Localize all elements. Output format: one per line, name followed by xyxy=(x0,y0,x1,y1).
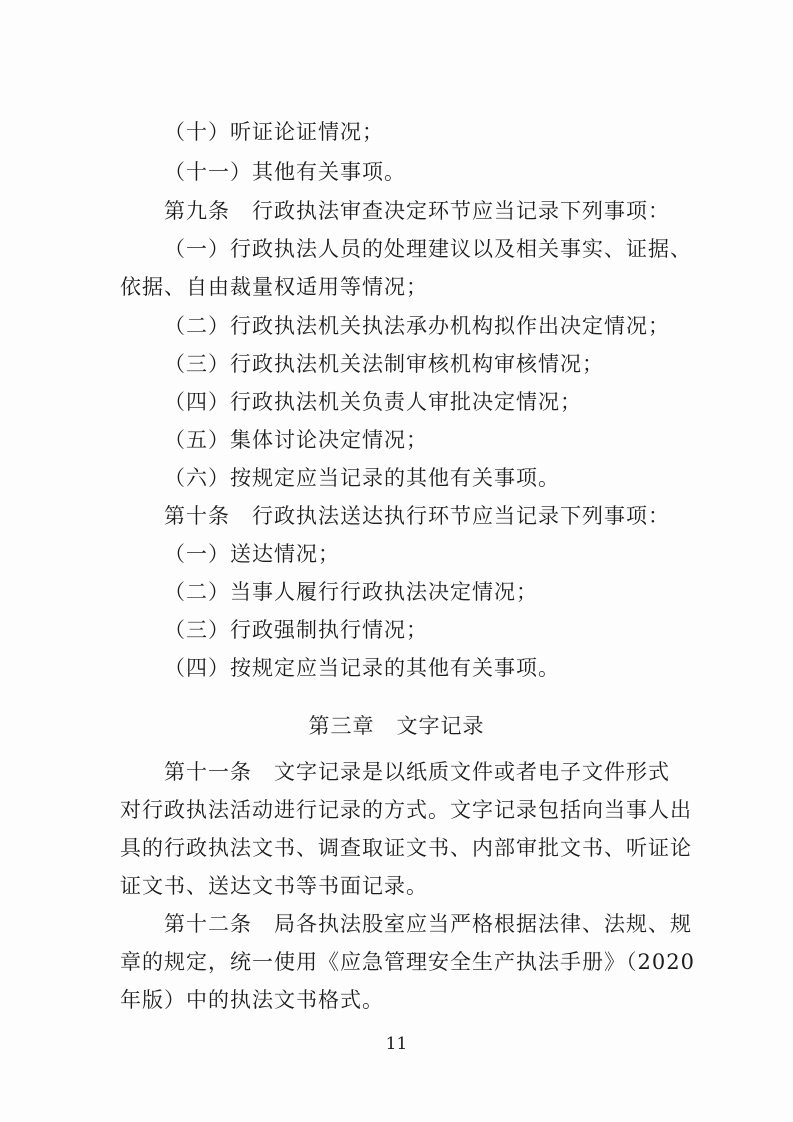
article-9-heading: 第九条 行政执法审查决定环节应当记录下列事项： xyxy=(164,199,670,223)
article-10-item-2: （二）当事人履行行政执法决定情况； xyxy=(164,580,538,604)
article-9-item-3: （三）行政执法机关法制审核机构审核情况； xyxy=(164,352,604,376)
article-11-line-2: 对行政执法活动进行记录的方式。文字记录包括向当事人出 xyxy=(120,798,692,822)
article-11-line-1: 第十一条 文字记录是以纸质文件或者电子文件形式 xyxy=(164,760,670,784)
chapter-3-title: 第三章 文字记录 xyxy=(308,714,485,738)
article-12-line-2: 章的规定，统一使用《应急管理安全生产执法手册》（2020 xyxy=(120,950,695,974)
page-number: 11 xyxy=(385,1034,408,1054)
article-9-item-6: （六）按规定应当记录的其他有关事项。 xyxy=(164,466,560,490)
article-9-item-2: （二）行政执法机关执法承办机构拟作出决定情况； xyxy=(164,314,670,338)
article-12-line-1: 第十二条 局各执法股室应当严格根据法律、法规、规 xyxy=(164,912,692,936)
article-9-item-5: （五）集体讨论决定情况； xyxy=(164,428,428,452)
clause-10-10: （十）听证论证情况； xyxy=(164,120,384,144)
article-9-item-1-cont: 依据、自由裁量权适用等情况； xyxy=(120,275,428,299)
article-11-line-4: 证文书、送达文书等书面记录。 xyxy=(120,874,428,898)
article-10-item-3: （三）行政强制执行情况； xyxy=(164,618,428,642)
clause-10-11: （十一）其他有关事项。 xyxy=(164,160,406,184)
article-12-line-3: 年版）中的执法文书格式。 xyxy=(120,988,384,1012)
article-11-line-3: 具的行政执法文书、调查取证文书、内部审批文书、听证论 xyxy=(120,836,692,860)
article-9-item-1: （一）行政执法人员的处理建议以及相关事实、证据、 xyxy=(164,237,692,261)
article-10-heading: 第十条 行政执法送达执行环节应当记录下列事项： xyxy=(164,504,670,528)
article-9-item-4: （四）行政执法机关负责人审批决定情况； xyxy=(164,390,582,414)
article-10-item-4: （四）按规定应当记录的其他有关事项。 xyxy=(164,656,560,680)
article-10-item-1: （一）送达情况； xyxy=(164,542,340,566)
